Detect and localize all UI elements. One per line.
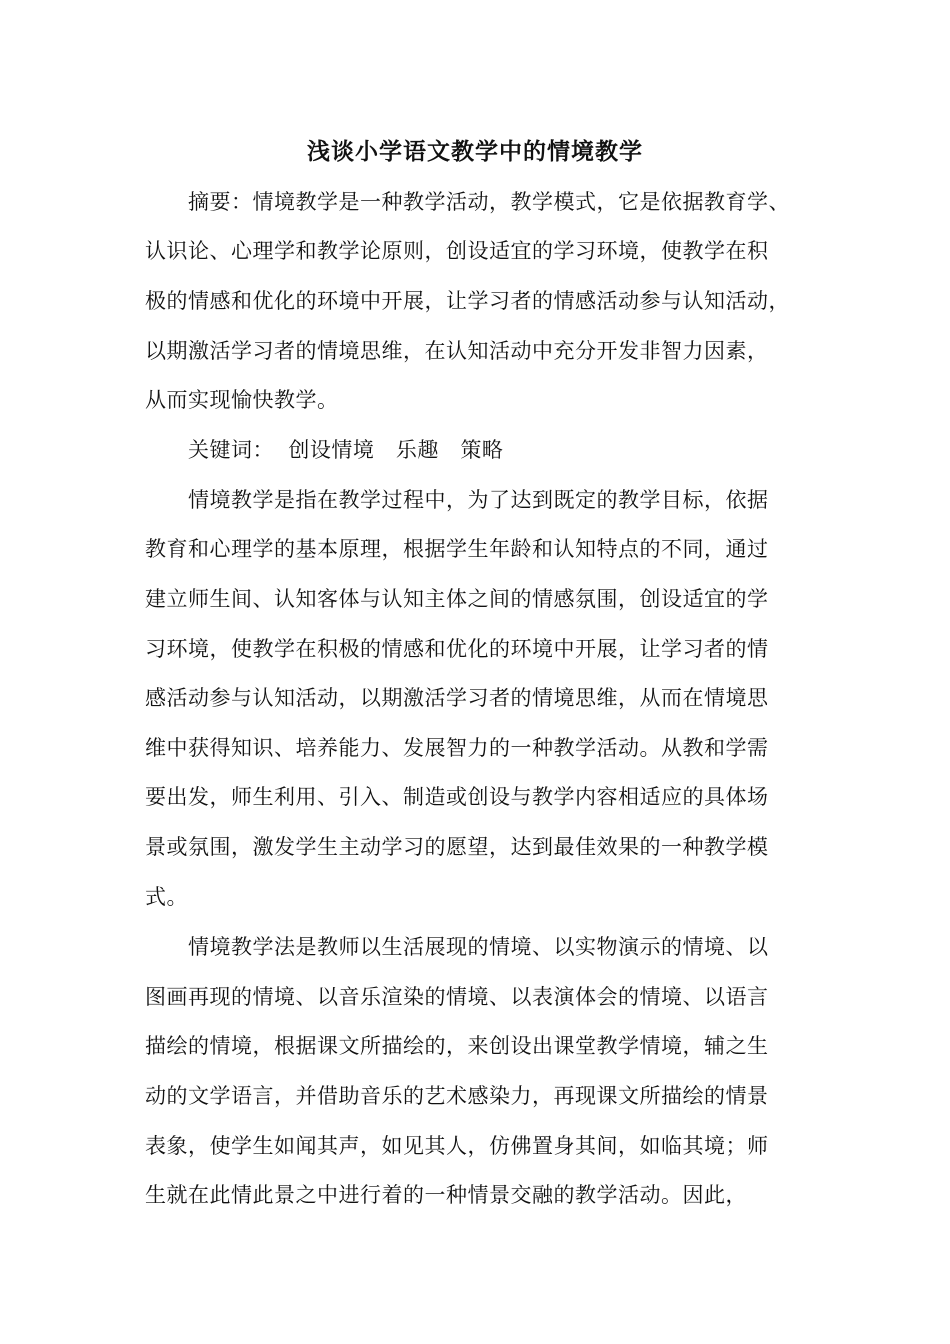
paragraph-line: 图画再现的情境、以音乐渲染的情境、以表演体会的情境、以语言 bbox=[145, 985, 769, 1009]
abstract-line: 认识论、心理学和教学论原则，创设适宜的学习环境，使教学在积 bbox=[145, 239, 769, 263]
paragraph-line: 建立师生间、认知客体与认知主体之间的情感氛围，创设适宜的学 bbox=[145, 587, 769, 611]
document-title: 浅谈小学语文教学中的情境教学 bbox=[307, 138, 643, 165]
keywords-line: 关键词： 创设情境 乐趣 策略 bbox=[188, 438, 504, 462]
abstract-line: 从而实现愉快教学。 bbox=[145, 388, 339, 412]
paragraph-line: 感活动参与认知活动，以期激活学习者的情境思维，从而在情境思 bbox=[145, 686, 769, 710]
paragraph-line: 要出发，师生利用、引入、制造或创设与教学内容相适应的具体场 bbox=[145, 785, 769, 809]
abstract-line: 摘要：情境教学是一种教学活动，教学模式，它是依据教育学、 bbox=[188, 190, 790, 214]
paragraph-line: 景或氛围，激发学生主动学习的愿望，达到最佳效果的一种教学模 bbox=[145, 835, 769, 859]
paragraph-line: 动的文学语言，并借助音乐的艺术感染力，再现课文所描绘的情景 bbox=[145, 1084, 769, 1108]
abstract-line: 以期激活学习者的情境思维，在认知活动中充分开发非智力因素， bbox=[145, 339, 769, 363]
paragraph-line: 习环境，使教学在积极的情感和优化的环境中开展，让学习者的情 bbox=[145, 637, 769, 661]
paragraph-line: 式。 bbox=[145, 885, 188, 909]
paragraph-line: 情境教学法是教师以生活展现的情境、以实物演示的情境、以 bbox=[188, 935, 769, 959]
paragraph-line: 教育和心理学的基本原理，根据学生年龄和认知特点的不同，通过 bbox=[145, 537, 769, 561]
paragraph-line: 情境教学是指在教学过程中，为了达到既定的教学目标，依据 bbox=[188, 488, 769, 512]
abstract-line: 极的情感和优化的环境中开展，让学习者的情感活动参与认知活动， bbox=[145, 289, 790, 313]
paragraph-line: 表象，使学生如闻其声，如见其人，仿佛置身其间，如临其境；师 bbox=[145, 1134, 769, 1158]
paragraph-line: 生就在此情此景之中进行着的一种情景交融的教学活动。因此， bbox=[145, 1183, 747, 1207]
paragraph-line: 描绘的情境，根据课文所描绘的，来创设出课堂教学情境，辅之生 bbox=[145, 1034, 769, 1058]
paragraph-line: 维中获得知识、培养能力、发展智力的一种教学活动。从教和学需 bbox=[145, 736, 769, 760]
